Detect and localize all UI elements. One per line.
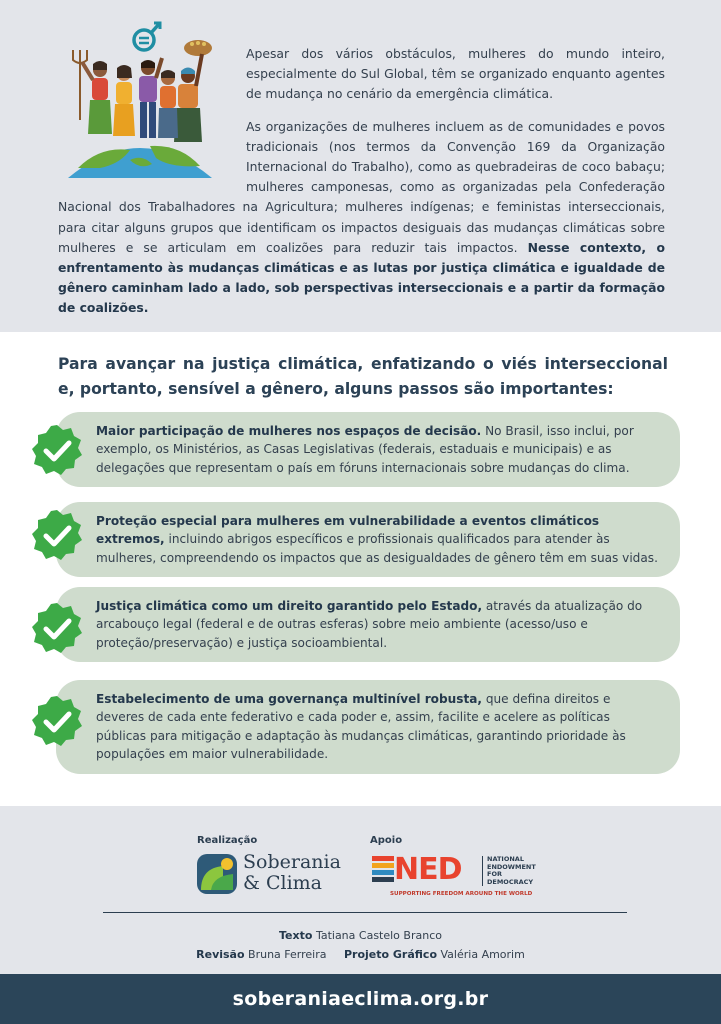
- footer-url[interactable]: soberaniaeclima.org.br: [0, 974, 721, 1024]
- step-card-1: [56, 412, 680, 487]
- realizacao-label: Realização: [197, 835, 258, 846]
- step-1-title: Maior participação de mulheres nos espaços de decisão.: [96, 424, 482, 438]
- credits: [0, 926, 721, 964]
- ned-name-line-3: FOR: [487, 870, 502, 878]
- apoio-label: Apoio: [370, 835, 403, 846]
- intro-paragraph-1-text: Apesar dos vários obstáculos, mulheres do mundo inteiro, especialmente do Sul Global, têm se organizado enquanto agentes de mudança no cenário da emergência climática.: [246, 46, 665, 102]
- soberania-clima-logo: [197, 852, 357, 898]
- divider: [103, 912, 627, 913]
- step-1-text: No Brasil, isso inclui, por exemplo, os Ministérios, as Casas Legislativas (federais, estaduais e municipais) e as delegações que representam o país em fóruns internacionais sobre mudanças do clima.: [96, 424, 634, 475]
- ned-logo: [372, 852, 542, 902]
- check-badge-icon: [30, 423, 84, 477]
- step-card-4: [56, 680, 680, 774]
- intro-text: [58, 44, 665, 331]
- soberania-clima-mark-icon: [197, 854, 237, 894]
- soberania-clima-line-1: Soberania: [243, 851, 341, 873]
- step-2-text: incluindo abrigos específicos e profissionais qualificados para atender às mulheres, compreendendo os impactos que as desigualdades de gênero têm em suas vidas.: [96, 532, 658, 565]
- ned-stripes-icon: [372, 856, 394, 882]
- soberania-clima-line-2: & Clima: [243, 872, 322, 894]
- step-3-title: Justiça climática como um direito garantido pelo Estado,: [96, 599, 483, 613]
- step-card-2: [56, 502, 680, 577]
- texto-label: Texto: [279, 929, 313, 942]
- ned-name-line-1: NATIONAL: [487, 855, 524, 863]
- step-card-3: [56, 587, 680, 662]
- credits-line-1: [0, 926, 721, 945]
- step-3-text: através da atualização do arcabouço legal (federal e de outras esferas) sobre meio ambiente (acesso/uso e proteção/preservação) e justiça socioambiental.: [96, 599, 643, 650]
- soberania-clima-wordmark: [243, 852, 341, 894]
- step-4-title: Estabelecimento de uma governança multinível robusta,: [96, 692, 482, 706]
- credits-line-2: [0, 945, 721, 964]
- ned-full-name: [482, 856, 536, 886]
- ned-tagline: SUPPORTING FREEDOM AROUND THE WORLD: [390, 891, 533, 897]
- ned-name-line-2: ENDOWMENT: [487, 862, 536, 871]
- texto-name: Tatiana Castelo Branco: [315, 929, 442, 942]
- step-4-text: que defina direitos e deveres de cada ente federativo e cada poder e, assim, facilite e acelere as políticas públicas para mitigação e adaptação às mudanças climáticas, garantindo prioridade às populações em maior vulnerabilidade.: [96, 692, 626, 762]
- step-2-title: Proteção especial para mulheres em vulnerabilidade a eventos climáticos extremos,: [96, 514, 600, 547]
- intro-paragraph-2-text: As organizações de mulheres incluem as de comunidades e povos tradicionais (nos termos da Convenção 169 da Organização Internacional do Trabalho), como as quebradeiras de coco babaçu; mulheres camponesas, como as organizadas pela Confederação Nacional dos Trabalhadores na Agricultura; mulheres indígenas; e feministas interseccionais, para citar alguns grupos que identificam os impactos desiguais das mudanças climáticas sobre mulheres e se articulam em coalizões para reduzir tais impactos.: [58, 118, 665, 255]
- revisao-name: Bruna Ferreira: [248, 948, 327, 961]
- check-badge-icon: [30, 601, 84, 655]
- ned-wordmark: NED: [394, 852, 462, 887]
- ned-name-line-4: DEMOCRACY: [487, 877, 534, 886]
- projeto-label: Projeto Gráfico: [343, 948, 438, 961]
- steps-heading: Para avançar na justiça climática, enfatizando o viés interseccional e, portanto, sensível a gênero, alguns passos são importantes:: [58, 355, 668, 398]
- intro-paragraph-2-bold: Nesse contexto, o enfrentamento às mudanças climáticas e as lutas por justiça climática e igualdade de gênero caminham lado a lado, sob perspectivas interseccionais e a partir da formação de coalizões.: [58, 239, 665, 316]
- revisao-label: Revisão: [196, 948, 245, 961]
- projeto-name: Valéria Amorim: [440, 948, 525, 961]
- check-badge-icon: [30, 508, 84, 562]
- check-badge-icon: [30, 694, 84, 748]
